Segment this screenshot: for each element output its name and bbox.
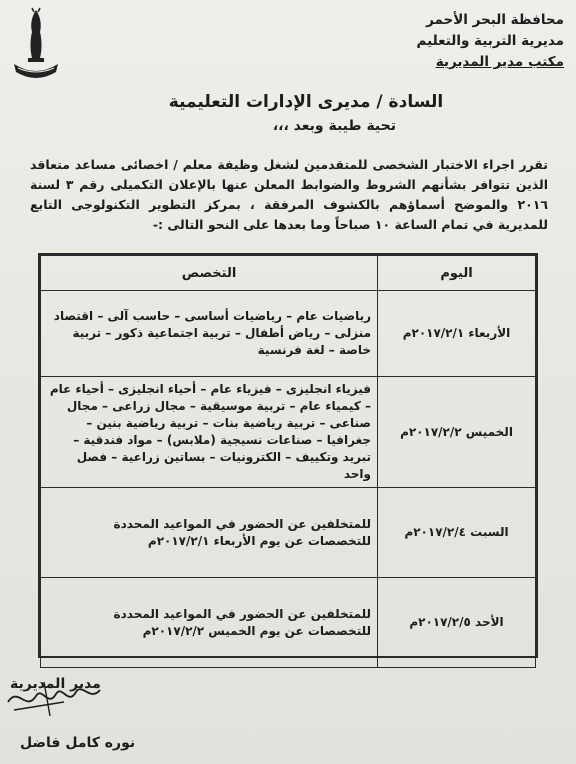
signature-title: مدير المديرية	[10, 676, 101, 692]
schedule-table	[38, 253, 538, 658]
row-day: الخميس ٢٠١٧/٢/٢م	[378, 377, 536, 488]
column-header-day: اليوم	[378, 256, 536, 291]
row-day: السبت ٢٠١٧/٢/٤م	[378, 488, 536, 578]
body-paragraph: تقرر اجراء الاختبار الشخصى للمتقدمين لشغل وظيفة معلم / اخصائى مساعد متعاقد الذين تتوافر بشأنهم الشروط والضوابط المعلن عنها بالإعلان التكميلى رقم ٣ لسنة ٢٠١٦ والموضح أسماؤهم بالكشوف المرفقة ، بمركز التطوير التكنولوجى التابع للمديرية في تمام الساعة ١٠ صباحاً وما بعدها على النحو التالى :-	[30, 157, 548, 232]
handwritten-signature-icon	[4, 672, 114, 722]
row-day: الأحد ٢٠١٧/٢/٥م	[378, 578, 536, 668]
table-row	[41, 578, 536, 668]
signatory-name: نوره كامل فاضل	[20, 735, 136, 751]
row-specialization: للمتخلفين عن الحضور في المواعيد المحددة للتخصصات عن يوم الأربعاء ٢٠١٧/٢/١م	[41, 488, 378, 578]
row-specialization: للمتخلفين عن الحضور في المواعيد المحددة للتخصصات عن يوم الخميس ٢٠١٧/٢/٢م	[41, 578, 378, 668]
table-row	[41, 377, 536, 488]
governorate-name: محافظة البحر الأحمر	[426, 12, 564, 28]
table-row	[41, 291, 536, 377]
greeting-line: تحية طيبة وبعد ،،،	[272, 118, 396, 134]
table-header-row	[41, 256, 536, 291]
recipient-line: السادة / مديرى الإدارات التعليمية	[168, 92, 444, 112]
row-specialization: فيزياء انجليزى – فيزياء عام – أحياء انجليزى – أحياء عام – كيمياء عام – تربية موسيقية – مجال زراعى – مجال صناعى – تربية رياضية بنات – تربية رياضية بنين – جغرافيا – صناعات نسيجية (ملابس) – مواد فندقية – تبريد وتكييف – الكترونيات – بساتين زراعية – فصل واحد	[41, 377, 378, 488]
row-day: الأربعاء ٢٠١٧/٢/١م	[378, 291, 536, 377]
letterhead	[364, 10, 564, 73]
directorate-name: مديرية التربية والتعليم	[416, 33, 564, 49]
table-row	[41, 488, 536, 578]
office-name: مكتب مدير المديرية	[435, 54, 564, 70]
column-header-specialization: التخصص	[41, 256, 378, 291]
governorate-emblem-icon	[8, 6, 64, 80]
row-specialization: رياضيات عام – رياضيات أساسى – حاسب آلى – اقتصاد منزلى – رياض أطفال – تربية اجتماعية ذكور – تربية خاصة – لغة فرنسية	[41, 291, 378, 377]
